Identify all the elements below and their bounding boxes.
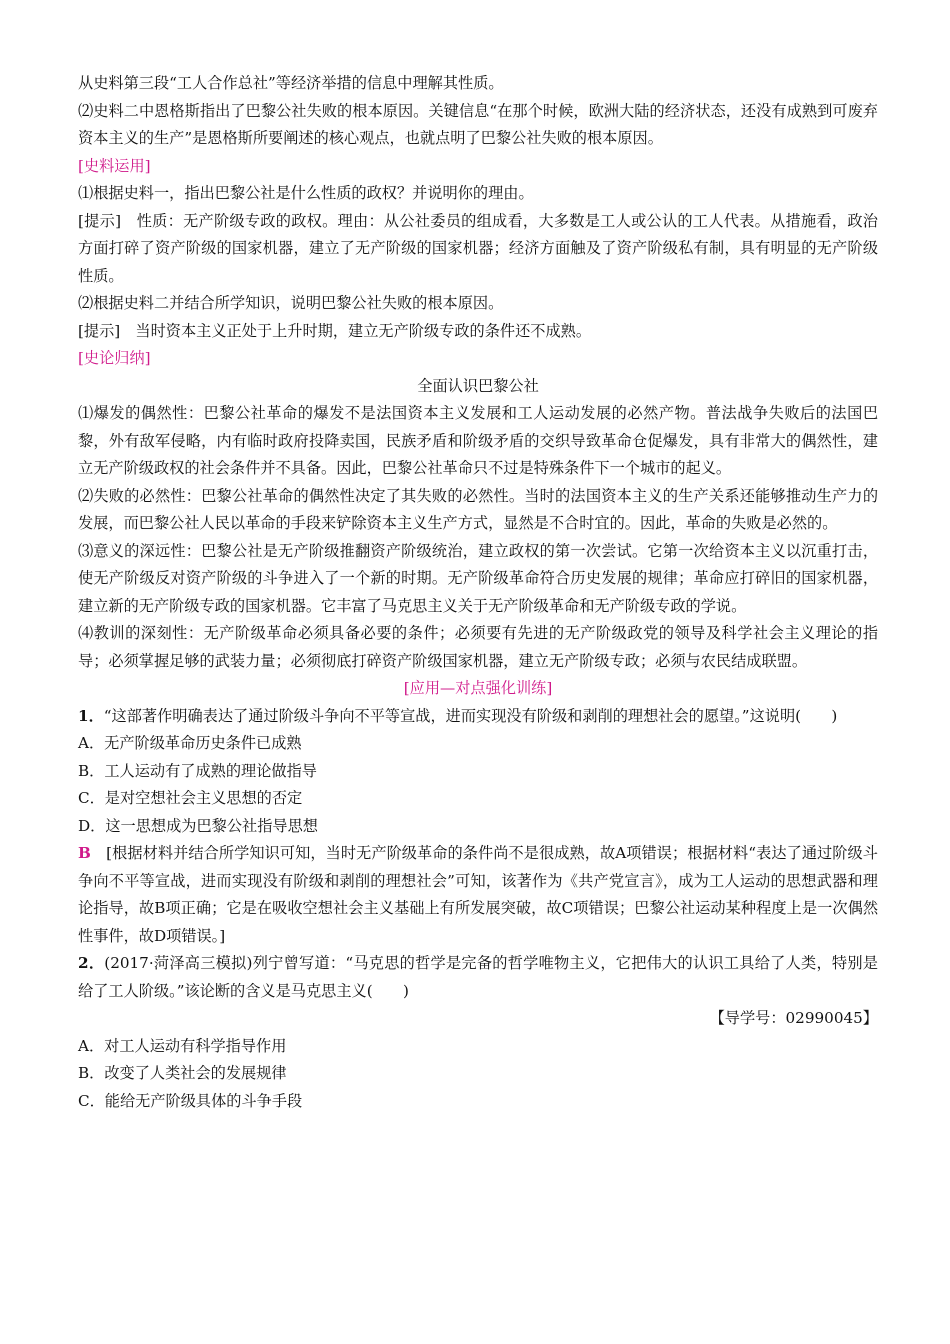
exercise-1-stem xyxy=(78,703,878,731)
exercise-stem-text: “这部著作明确表达了通过阶级斗争向不平等宣战，进而实现没有阶级和剥削的理想社会的愿望。”这说明( ) xyxy=(103,706,838,725)
exercise-2-stem xyxy=(78,950,878,1005)
section-heading-shiliao: [史料运用] xyxy=(78,156,151,175)
section-heading-shilun: [史论归纳] xyxy=(78,349,151,367)
answer-letter: B xyxy=(78,844,91,862)
section-title: 全面认识巴黎公社 xyxy=(417,376,539,395)
option-a: A．对工人运动有科学指导作用 xyxy=(78,1036,287,1055)
summary-item: ⑷教训的深刻性：无产阶级革命必须具备必要的条件；必须要有先进的无产阶级政党的领导及科学社会主义理论的指导；必须掌握足够的武装力量；必须彻底打碎资产阶级国家机器，建立无产阶级专政；必须与农民结成联盟。 xyxy=(78,624,878,670)
summary-item: ⑴爆发的偶然性：巴黎公社革命的爆发不是法国资本主义发展和工人运动发展的必然产物。普法战争失败后的法国巴黎，外有敌军侵略，内有临时政府投降卖国，民族矛盾和阶级矛盾的交织导致革命仓促爆发，具有非常大的偶然性，建立无产阶级政权的社会条件并不具备。因此，巴黎公社革命只不过是特殊条件下一个城市的起义。 xyxy=(78,404,878,477)
option-c: C．是对空想社会主义思想的否定 xyxy=(78,789,303,807)
exercise-stem-text: (2017·菏泽高三模拟)列宁曾写道：“马克思的哲学是完备的哲学唯物主义，它把伟大的认识工具给了人类，特别是给了工人阶级。”该论断的含义是马克思主义( ) xyxy=(78,954,878,1000)
option-b: B．改变了人类社会的发展规律 xyxy=(78,1064,287,1082)
option-a: A．无产阶级革命历史条件已成熟 xyxy=(78,734,302,752)
option-b: B．工人运动有了成熟的理论做指导 xyxy=(78,761,317,780)
answer-explanation xyxy=(78,840,878,950)
exercise-number: 2． xyxy=(78,954,105,972)
summary-item: ⑶意义的深远性：巴黎公社是无产阶级推翻资产阶级统治，建立政权的第一次尝试。它第一次给资本主义以沉重打击，使无产阶级反对资产阶级的斗争进入了一个新的时期。无产阶级革命符合历史发展的规律；革命应打碎旧的国家机器，建立新的无产阶级专政的国家机器。它丰富了马克思主义关于无产阶级革命和无产阶级专政的学说。 xyxy=(78,541,878,615)
intro-paragraph-1: 从史料第三段“工人合作总社”等经济举措的信息中理解其性质。 xyxy=(78,74,504,92)
document-page xyxy=(78,70,878,1115)
question-2: ⑵根据史料二并结合所学知识，说明巴黎公社失败的根本原因。 xyxy=(78,294,504,312)
question-1: ⑴根据史料一，指出巴黎公社是什么性质的政权？并说明你的理由。 xyxy=(78,184,534,202)
hint-1: [提示] 性质：无产阶级专政的政权。理由：从公社委员的组成看，大多数是工人或公认的工人代表。从措施看，政治方面打碎了资产阶级的国家机器，建立了无产阶级的国家机器；经济方面触及了资产阶级私有制，具有明显的无产阶级性质。 xyxy=(78,211,878,285)
summary-item: ⑵失败的必然性：巴黎公社革命的偶然性决定了其失败的必然性。当时的法国资本主义的生产关系还能够推动生产力的发展，而巴黎公社人民以革命的手段来铲除资本主义生产方式，显然是不合时宜的。因此，革命的失败是必然的。 xyxy=(78,486,878,532)
explanation-text: [根据材料并结合所学知识可知，当时无产阶级革命的条件尚不是很成熟，故A项错误；根据材料“表达了通过阶级斗争向不平等宣战，进而实现没有阶级和剥削的理想社会”可知，该著作为《共产党宣言》，成为工人运动的思想武器和理论指导，故B项正确；它是在吸收空想社会主义基础上有所发展突破，故C项错误；巴黎公社运动某种程度上是一次偶然性事件，故D项错误。] xyxy=(78,844,878,945)
guide-number: 【导学号：02990045】 xyxy=(709,1009,878,1027)
hint-2: [提示] 当时资本主义正处于上升时期，建立无产阶级专政的条件还不成熟。 xyxy=(78,321,592,340)
option-d: D．这一思想成为巴黎公社指导思想 xyxy=(78,816,318,835)
exercise-number: 1． xyxy=(78,706,104,725)
section-heading-practice: [应用—对点强化训练] xyxy=(403,679,553,697)
intro-paragraph-2: ⑵史料二中恩格斯指出了巴黎公社失败的根本原因。关键信息“在那个时候，欧洲大陆的经济状态，还没有成熟到可废弃资本主义的生产”是恩格斯所要阐述的核心观点，也就点明了巴黎公社失败的根本原因。 xyxy=(78,101,878,147)
option-c: C．能给无产阶级具体的斗争手段 xyxy=(78,1091,303,1110)
